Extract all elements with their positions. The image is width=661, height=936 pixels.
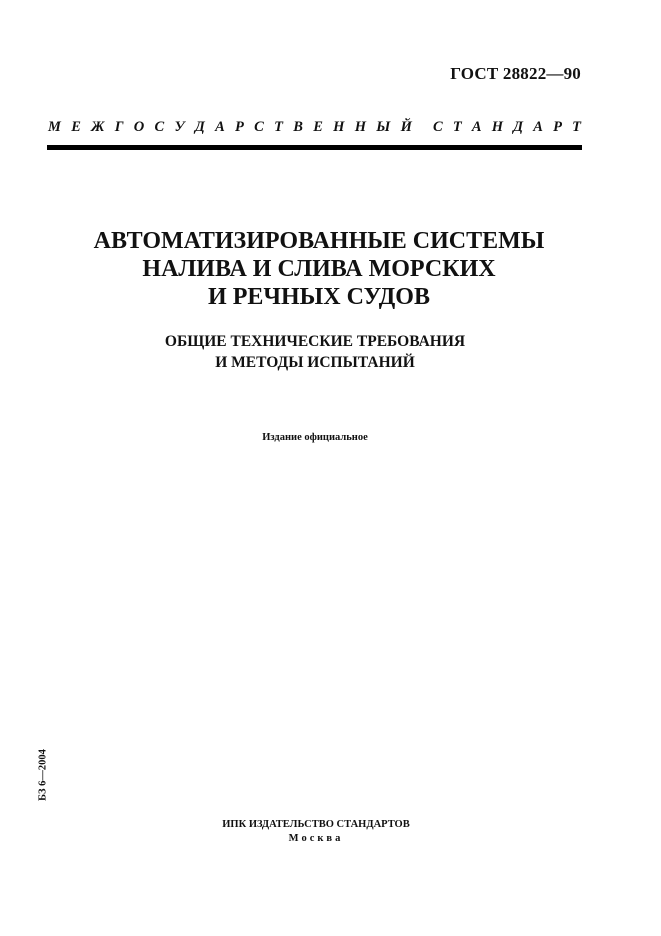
publisher-block (0, 818, 632, 846)
title-line: АВТОМАТИЗИРОВАННЫЕ СИСТЕМЫ (93, 228, 545, 254)
banner-letter: В (293, 119, 303, 135)
subtitle-line: ОБЩИЕ ТЕХНИЧЕСКИЕ ТРЕБОВАНИЯ (164, 333, 466, 350)
banner-letter: Е (313, 119, 323, 135)
banner-letter: А (215, 119, 225, 135)
standard-word (433, 119, 581, 136)
banner-letter: С (433, 119, 443, 135)
edition-label: Издание официальное (262, 432, 368, 443)
banner-letter: Т (572, 119, 581, 135)
banner-letter: Ж (91, 119, 105, 135)
banner-letter: Ы (376, 119, 391, 135)
banner-letter: Р (235, 119, 244, 135)
banner-letter: М (48, 119, 61, 135)
side-code (36, 740, 50, 810)
interstate-standard-banner (48, 119, 581, 136)
banner-letter: А (471, 119, 482, 135)
banner-letter: Н (491, 119, 503, 135)
side-code-text: БЗ 6—2004 (37, 749, 49, 801)
title-line: И РЕЧНЫХ СУДОВ (208, 284, 430, 310)
banner-letter: Т (274, 119, 283, 135)
banner-letter: Т (452, 119, 462, 135)
document-subtitle (0, 331, 630, 373)
banner-letter: Р (553, 119, 562, 135)
publisher-name: ИПК ИЗДАТЕЛЬСТВО СТАНДАРТОВ (222, 819, 410, 830)
banner-letter: С (254, 119, 264, 135)
banner-letter: Г (114, 119, 124, 135)
banner-letter: Д (194, 119, 205, 135)
banner-letter: Е (71, 119, 81, 135)
document-title (0, 227, 638, 311)
banner-letter: Д (513, 119, 524, 135)
banner-letter: Н (333, 119, 345, 135)
subtitle-line: И МЕТОДЫ ИСПЫТАНИЙ (215, 354, 415, 371)
banner-letter: Й (400, 119, 412, 135)
title-line: НАЛИВА И СЛИВА МОРСКИХ (142, 256, 496, 282)
banner-letter: О (133, 119, 145, 135)
banner-letter: С (154, 119, 165, 135)
banner-letter: У (174, 119, 185, 135)
banner-letter: А (533, 119, 543, 135)
interstate-word (48, 119, 412, 136)
header-divider (47, 145, 582, 150)
publisher-city: Москва (288, 833, 344, 844)
banner-letter: Н (354, 119, 366, 135)
gost-number: ГОСТ 28822—90 (450, 64, 581, 83)
